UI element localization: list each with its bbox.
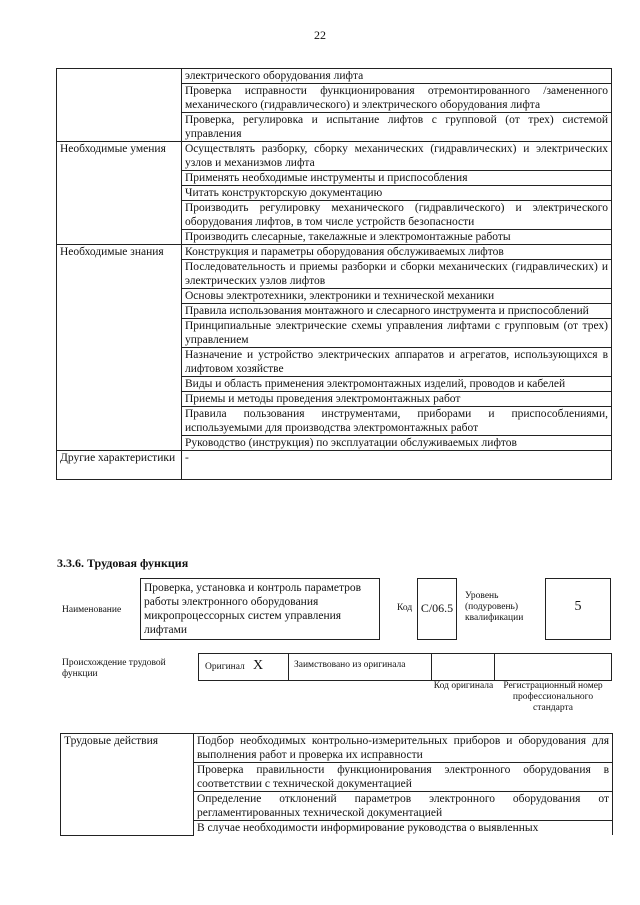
code-label: Код — [397, 603, 413, 613]
table-cell: Производить регулировку механического (гидравлического) и электрического оборудования лифтов, в том числе устройств безопасности — [182, 201, 612, 230]
skills-knowledge-table — [56, 68, 612, 480]
name-label: Наименование — [62, 605, 122, 615]
table-cell: Назначение и устройство электрических аппаратов и агрегатов, использующихся в лифтовом хозяйстве — [182, 348, 612, 377]
table-cell: Применять необходимые инструменты и приспособления — [182, 171, 612, 186]
original-box — [198, 653, 289, 681]
section-heading: 3.3.6. Трудовая функция — [57, 556, 189, 570]
original-mark: X — [253, 658, 264, 673]
table-cell: Проверка, регулировка и испытание лифтов с групповой (от трех) системой управления — [182, 113, 612, 142]
origin-label: Происхождение трудовой функции — [62, 658, 166, 679]
table-cell: Читать конструкторскую документацию — [182, 186, 612, 201]
skills-label: Необходимые умения — [57, 142, 182, 245]
table-cell: Приемы и методы проведения электромонтажных работ — [182, 392, 612, 407]
level-label: Уровень (подуровень) квалификации — [465, 591, 524, 623]
table-label-cell — [57, 69, 182, 142]
table-cell: Определение отклонений параметров электронного оборудования от регламентированных технической документацией — [194, 792, 613, 821]
table-cell: Последовательность и приемы разборки и сборки механических (гидравлических) и электрических узлов лифтов — [182, 260, 612, 289]
table-cell: Подбор необходимых контрольно-измерительных приборов и оборудования для выполнения работ и проверка их исправности — [194, 734, 613, 763]
borrowed-label: Заимствовано из оригинала — [294, 660, 406, 670]
table-cell: Виды и область применения электромонтажных изделий, проводов и кабелей — [182, 377, 612, 392]
table-cell: Основы электротехники, электроники и технической механики — [182, 289, 612, 304]
table-cell: Производить слесарные, такелажные и электромонтажные работы — [182, 230, 612, 245]
original-label: Оригинал — [205, 662, 245, 672]
level-box: 5 — [545, 578, 611, 640]
reg-number-box — [494, 653, 612, 681]
table-cell: Осуществлять разборку, сборку механических (гидравлических) и электрических узлов и механизмов лифта — [182, 142, 612, 171]
table-cell: Конструкция и параметры оборудования обслуживаемых лифтов — [182, 245, 612, 260]
table-cell: Руководство (инструкция) по эксплуатации обслуживаемых лифтов — [182, 436, 612, 451]
other-characteristics-label: Другие характеристики — [57, 451, 182, 480]
page-number: 22 — [314, 28, 326, 42]
code-box: C/06.5 — [417, 578, 457, 640]
table-cell: Принципиальные электрические схемы управления лифтами с групповым (от трех) управлением — [182, 319, 612, 348]
table-cell: Проверка исправности функционирования отремонтированного /замененного механического (гидравлического) и электрического оборудования лифта — [182, 84, 612, 113]
code-original-box — [431, 653, 495, 681]
table-cell: Правила пользования инструментами, приборами и приспособлениями, используемыми для производства электромонтажных работ — [182, 407, 612, 436]
table-cell: электрического оборудования лифта — [182, 69, 612, 84]
labor-actions-table — [60, 733, 613, 836]
table-cell: Проверка правильности функционирования электронного оборудования в соответствии с технической документацией — [194, 763, 613, 792]
borrowed-box — [288, 653, 432, 681]
labor-actions-label: Трудовые действия — [61, 734, 194, 836]
table-cell: В случае необходимости информирование руководства о выявленных — [194, 821, 613, 836]
table-cell: - — [182, 451, 612, 480]
code-original-label: Код оригинала — [433, 681, 494, 691]
table-cell: Правила использования монтажного и слесарного инструмента и приспособлений — [182, 304, 612, 319]
knowledge-label: Необходимые знания — [57, 245, 182, 451]
reg-number-label: Регистрационный номер профессионального стандарта — [503, 681, 603, 713]
function-name-box: Проверка, установка и контроль параметров работы электронного оборудования микропроцессорных систем управления лифтами — [140, 578, 380, 640]
